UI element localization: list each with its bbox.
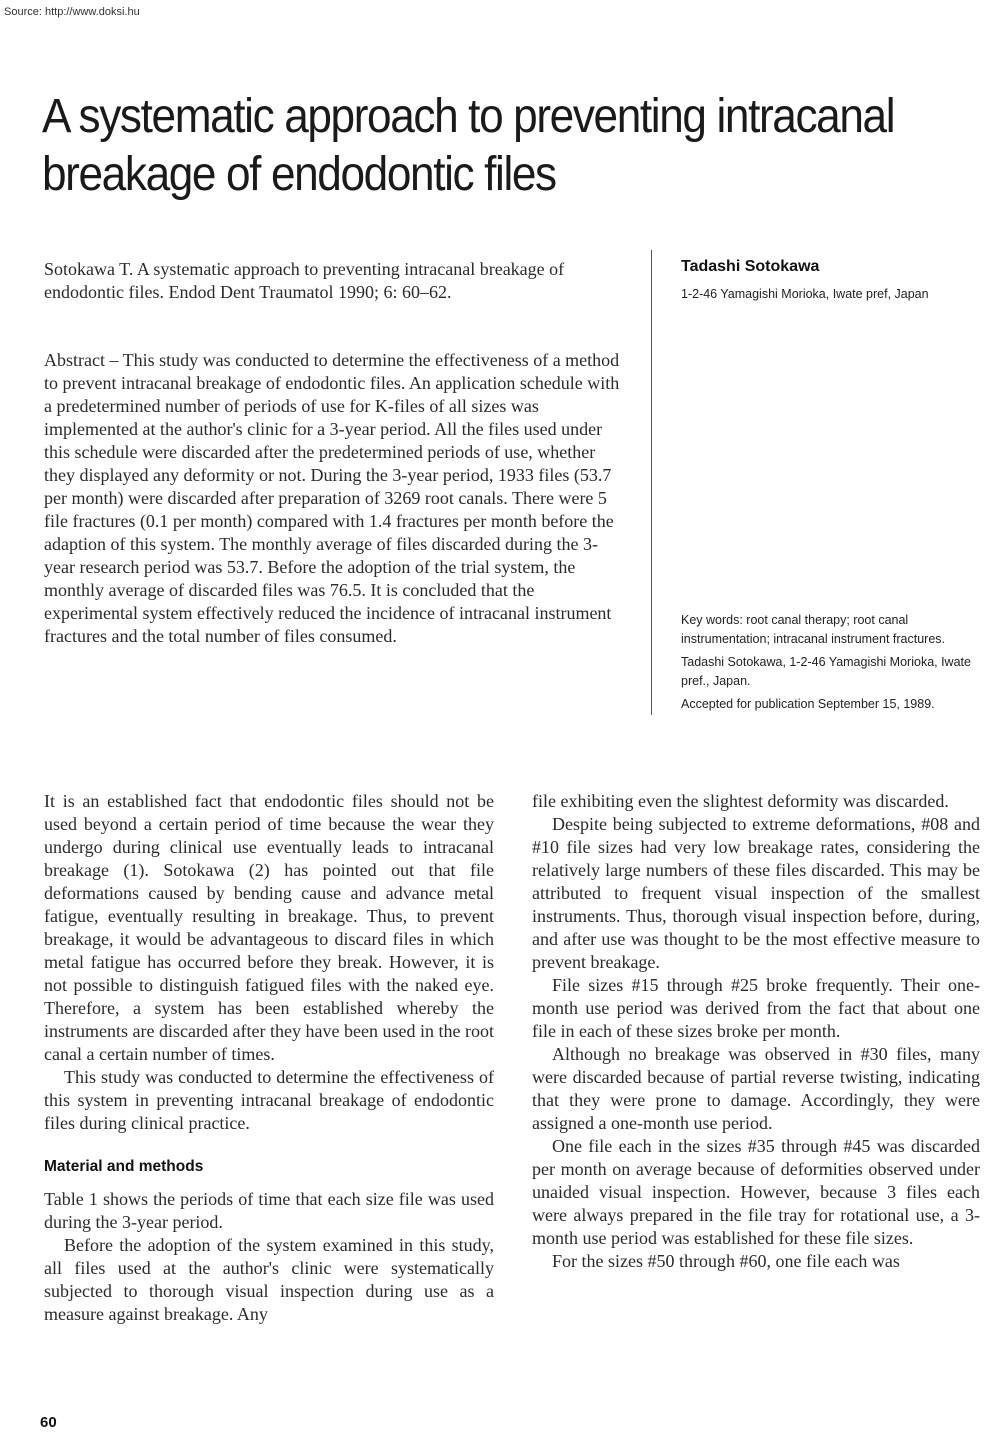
body-paragraph: This study was conducted to determine the effectiveness of this system in preventing intracanal breakage of endodontic files during clinical practice.	[44, 1067, 494, 1133]
body-paragraph: file exhibiting even the slightest deformity was discarded.	[532, 791, 949, 811]
body-paragraph: It is an established fact that endodontic files should not be used beyond a certain period of time because the wear they undergo during clinical use eventually leads to intracanal breakage (1). Sotokawa (2) has pointed out that file deformations caused by bending cause and advance metal fatigue, eventually resulting in breakage. Thus, to prevent breakage, it would be advantageous to discard files in which metal fatigue has occurred before they break. However, it is not possible to distinguish fatigued files with the naked eye. Therefore, a system has been established whereby the instruments are discarded after they have been used in the root canal a certain number of times.	[44, 791, 494, 1064]
title-line-2: breakage of endodontic files	[42, 148, 556, 201]
author-address: 1-2-46 Yamagishi Morioka, Iwate pref, Japan	[681, 287, 929, 301]
source-url: Source: http://www.doksi.hu	[4, 6, 140, 18]
body-paragraph: One file each in the sizes #35 through #45 was discarded per month on average because of deformities observed under unaided visual inspection. However, because 3 files each were always prepared in the file tray for rotational use, a 3-month use period was established for these file sizes.	[532, 1136, 980, 1248]
article-meta	[681, 611, 981, 718]
section-heading: Material and methods	[44, 1158, 204, 1175]
keywords: Key words: root canal therapy; root canal instrumentation; intracanal instrument fractures.	[681, 613, 946, 646]
body-paragraph: Despite being subjected to extreme deformations, #08 and #10 file sizes had very low breakage rates, considering the relatively large numbers of these files discarded. This may be attributed to frequent visual inspection of the smallest instruments. Thus, thorough visual inspection before, during, and after use was thought to be the most effective measure to prevent breakage.	[532, 814, 980, 972]
body-paragraph: For the sizes #50 through #60, one file each was	[552, 1251, 900, 1271]
column-divider	[651, 250, 652, 715]
citation: Sotokawa T. A systematic approach to preventing intracanal breakage of endodontic files. Endod Dent Traumatol 1990; 6: 60–62.	[44, 259, 565, 302]
body-paragraph: File sizes #15 through #25 broke frequently. Their one-month use period was derived from the fact that about one file in each of these sizes broke per month.	[532, 975, 980, 1041]
body-paragraph: Although no breakage was observed in #30 files, many were discarded because of partial reverse twisting, indicating that they were prone to damage. Accordingly, they were assigned a one-month use period.	[532, 1044, 980, 1133]
body-column-right	[532, 790, 980, 1273]
body-column-left	[44, 790, 494, 1326]
body-paragraph: Table 1 shows the periods of time that each size file was used during the 3-year period.	[44, 1189, 494, 1232]
correspondence: Tadashi Sotokawa, 1-2-46 Yamagishi Morioka, Iwate pref., Japan.	[681, 655, 971, 688]
page-number: 60	[40, 1414, 57, 1431]
accepted-date: Accepted for publication September 15, 1989.	[681, 697, 935, 711]
article-title	[42, 88, 916, 204]
body-paragraph: Before the adoption of the system examined in this study, all files used at the author's clinic were systematically subjected to thorough visual inspection during use as a measure against breakage. Any	[44, 1235, 494, 1324]
author-name: Tadashi Sotokawa	[681, 258, 820, 275]
abstract: Abstract – This study was conducted to determine the effectiveness of a method to prevent intracanal breakage of endodontic files. An application schedule with a predetermined number of periods of use for K-files of all sizes was implemented at the author's clinic for a 3-year period. All the files used under this schedule were discarded after the predetermined periods of use, whether they displayed any deformity or not. During the 3-year period, 1933 files (53.7 per month) were discarded after preparation of 3269 root canals. There were 5 file fractures (0.1 per month) compared with 1.4 fractures per month before the adaption of this system. The monthly average of files discarded during the 3-year research period was 53.7. Before the adoption of the trial system, the monthly average of discarded files was 76.5. It is concluded that the experimental system effectively reduced the incidence of intracanal instrument fractures and the total number of files consumed.	[44, 350, 620, 646]
title-line-1: A systematic approach to preventing intracanal	[42, 90, 895, 143]
